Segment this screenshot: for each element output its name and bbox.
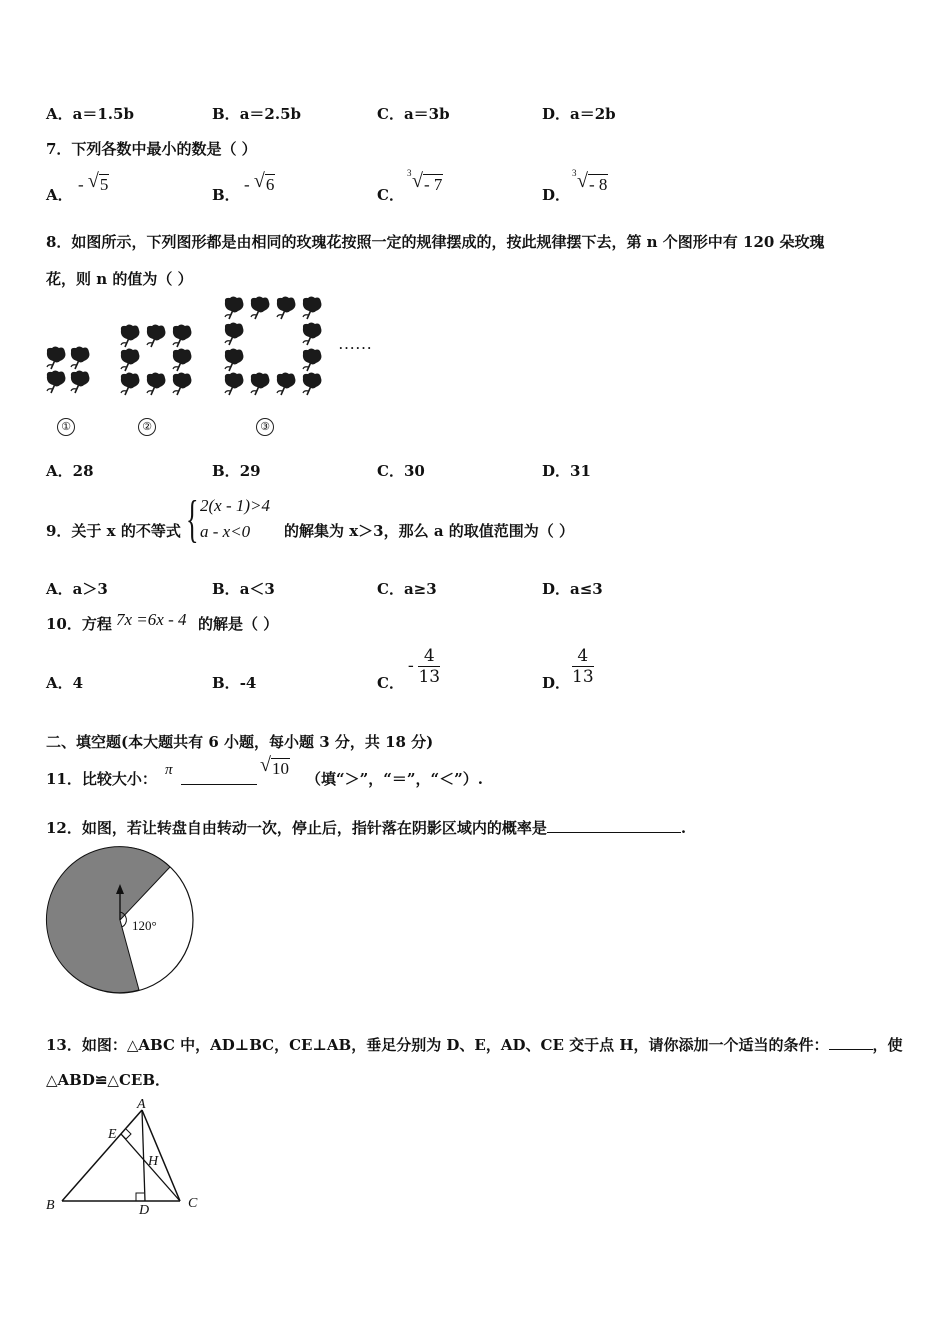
q8-stem-line2: 花，则 n 的值为（ ） — [46, 270, 193, 288]
q10-option-c-value: - $\frac{4}{13}$ — [408, 646, 441, 687]
q6-option-b: B．a＝2.5b — [212, 105, 301, 123]
q6-option-a: A．a＝1.5b — [46, 105, 134, 123]
q13-stem-line2: △ABD≌△CEB． — [46, 1071, 171, 1089]
q9-inequality-system: { 2(x - 1)>4 a - x<0 — [186, 491, 271, 548]
q10-option-d-value: $\frac{4}{13}$ — [572, 646, 594, 687]
q6-option-d: D．a＝2b — [542, 105, 616, 123]
q9-inequality-1: 2(x - 1)>4 — [200, 496, 271, 515]
q7-stem: 7．下列各数中最小的数是（ ） — [46, 140, 257, 158]
q8-stem-line1: 8．如图所示，下列图形都是由相同的玫瑰花按照一定的规律摆成的，按此规律摆下去，第 n 个图形中有 120 朵玫瑰 — [46, 233, 825, 251]
q10-option-c: C． — [377, 674, 404, 692]
rose-figure-1 — [47, 347, 90, 394]
q7-option-d-value: 3 √ - 8 — [572, 168, 608, 194]
q7-option-c-value: 3 √ - 7 — [407, 168, 443, 194]
q11-blank[interactable] — [181, 768, 257, 789]
rose-figure-2 — [121, 325, 192, 396]
q9-option-c: C．a≥3 — [377, 580, 437, 598]
q10-option-d: D． — [542, 674, 571, 692]
q12-stem: 12．如图，若让转盘自由转动一次，停止后，指针落在阴影区域内的概率是 . — [46, 816, 686, 838]
spinner-figure — [40, 840, 200, 1000]
q6-option-c: C．a＝3b — [377, 105, 450, 123]
point-label-e: E — [108, 1127, 117, 1142]
q10-equation: 7x =6x - 4 — [116, 610, 187, 629]
q11-stem-pre: 11．比较大小： — [46, 770, 157, 788]
right-angle-mark-e — [121, 1129, 131, 1139]
q8-option-c: C．30 — [377, 462, 425, 480]
q10-option-b: B．-4 — [212, 674, 257, 692]
point-label-a: A — [137, 1097, 146, 1112]
q11-sqrt-10: √ 10 — [260, 754, 289, 778]
q9-option-b: B．a＜3 — [212, 580, 275, 598]
q8-option-b: B．29 — [212, 462, 261, 480]
q7-option-d: D． — [542, 186, 571, 204]
q7-option-a: A． — [46, 186, 73, 204]
q9-stem-post: 的解集为 x＞3，那么 a 的取值范围为（ ） — [284, 522, 574, 540]
section-2-title: 二、填空题(本大题共有 6 小题，每小题 3 分，共 18 分) — [46, 733, 434, 751]
q11-pi: π — [165, 762, 173, 778]
rose-pattern-ellipsis: …… — [338, 334, 372, 353]
point-label-b: B — [46, 1198, 55, 1213]
spinner-angle-label: 120° — [132, 918, 157, 933]
triangle-figure — [40, 1096, 200, 1221]
point-label-d: D — [139, 1203, 150, 1218]
q8-option-d: D．31 — [542, 462, 591, 480]
q9-option-a: A．a＞3 — [46, 580, 108, 598]
point-label-c: C — [188, 1196, 198, 1211]
figure-label-1: ① — [57, 416, 75, 436]
right-angle-mark-d — [136, 1193, 144, 1201]
q12-blank[interactable] — [547, 816, 681, 833]
q7-option-c: C． — [377, 186, 404, 204]
q9-option-d: D．a≤3 — [542, 580, 603, 598]
figure-label-3: ③ — [256, 416, 274, 436]
q11-stem-post: （填“＞”，“＝”，“＜”）. — [306, 770, 483, 788]
q7-option-b: B． — [212, 186, 240, 204]
q7-option-b-value: - √ 6 — [244, 170, 275, 194]
q7-option-a-value: - √ 5 — [78, 170, 109, 194]
figure-label-2: ② — [138, 416, 156, 436]
point-label-h: H — [148, 1154, 159, 1169]
rose-pattern-figure — [40, 292, 440, 412]
rose-figure-3 — [225, 297, 322, 396]
q10-stem-pre: 10．方程 — [46, 615, 112, 633]
q13-blank[interactable] — [829, 1033, 873, 1050]
q10-option-a: A．4 — [46, 674, 84, 692]
q13-stem-line1: 13．如图：△ABC 中，AD⊥BC，CE⊥AB，垂足分别为 D、E，AD、CE 交于点 H，请你添加一个适当的条件： ，使 — [46, 1033, 903, 1055]
side-ab — [62, 1110, 142, 1201]
q10-stem-post: 的解是（ ） — [198, 615, 279, 633]
q8-option-a: A．28 — [46, 462, 94, 480]
q9-stem-pre: 9．关于 x 的不等式 — [46, 522, 181, 540]
q9-inequality-2: a - x<0 — [200, 522, 251, 541]
altitude-ad — [142, 1110, 145, 1201]
